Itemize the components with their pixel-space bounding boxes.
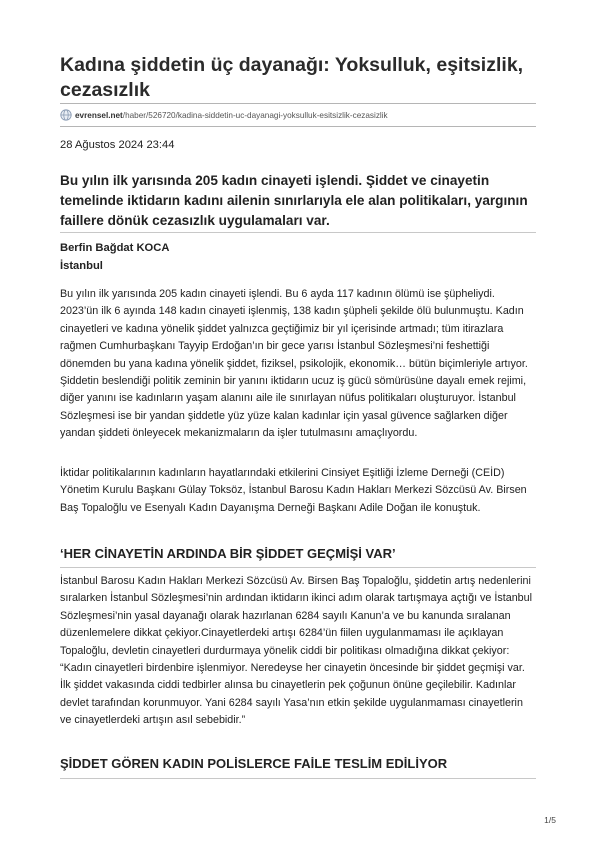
globe-icon	[60, 109, 72, 121]
page-number: 1/5	[544, 815, 556, 825]
author-location: İstanbul	[60, 260, 103, 272]
source-url[interactable]	[60, 103, 536, 127]
section-heading: ‘HER CİNAYETİN ARDINDA BİR ŞİDDET GEÇMİŞİ VAR’	[60, 546, 396, 561]
body-paragraph: İstanbul Barosu Kadın Hakları Merkezi Sözcüsü Av. Birsen Baş Topaloğlu, şiddetin artış nedenlerini sıralarken İstanbul Sözleşmesi’nin ardından iktidarın ikinci adım olarak tartışmaya açtığı ve İstanbul Sözleşmesi’nin yasal dayanağı olarak hazırlanan 6284 sayılı Kanun’a ve bu kanunda sıralanan düzenlemelere dikkat çekiyor.Cinayetlerdeki artışı 6284’ün fiilen uygulanmaması ile açıklayan Topaloğlu, devletin cinayetleri durdurmaya yönelik ciddi bir politikası olmadığına dikkat çekiyor: “Kadın cinayetleri birdenbire işlenmiyor. Neredeyse her cinayetin öncesinde bir şiddet geçmişi var. İlk şiddet vakasında ciddi tedbirler alınsa bu cinayetlerin pek çoğunun önüne geçilebilir. Kadınlar devlet tarafından korunmuyor. Yani 6284 sayılı Yasa’nın etkin şekilde uygulanmaması cinayetlerin ve cinayetlerdeki artışın asıl sebebidir.”	[60, 575, 533, 727]
publish-date: 28 Ağustos 2024 23:44	[60, 139, 175, 151]
divider	[60, 778, 536, 779]
byline	[60, 239, 169, 275]
article-title: Kadına şiddetin üç dayanağı: Yoksulluk, eşitsizlik, cezasızlık	[60, 54, 524, 101]
article-lead: Bu yılın ilk yarısında 205 kadın cinayeti işlendi. Şiddet ve cinayetin temelinde iktidarın kadını ailenin sınırlarıyla ele alan politikaları, yargının faillere dönük cezasızlık uygulamaları var.	[60, 173, 528, 228]
author-name: Berfin Bağdat KOCA	[60, 242, 170, 254]
divider	[60, 232, 536, 233]
body-paragraph: İktidar politikalarının kadınların hayatlarındaki etkilerini Cinsiyet Eşitliği İzleme Derneği (CEİD) Yönetim Kurulu Başkanı Gülay Toksöz, İstanbul Barosu Kadın Hakları Merkezi Sözcüsü Av. Birsen Baş Topaloğlu ve Esenyalı Kadın Dayanışma Derneği Başkanı Adile Doğan ile konuştuk.	[60, 467, 527, 514]
body-paragraph: Bu yılın ilk yarısında 205 kadın cinayeti işlendi. Bu 6 ayda 117 kadının ölümü ise şüpheliydi. 2023’ün ilk 6 ayında 148 kadın cinayeti işlenmiş, 138 kadın şüpheli şekilde ölü bulunmuştu. Kadın cinayetleri ve kadına yönelik şiddet yalnızca geçtiğimiz bir yıl içerisinde artmadı; tüm itirazlara rağmen Cumhurbaşkanı Tayyip Erdoğan’ın bir gece yarısı İstanbul Sözleşmesi’ni feshettiği dönemden bu yana kadına yönelik şiddet, fiziksel, psikolojik, ekonomik… bütün biçimleriyle artıyor. Şiddetin beslendiği politik zeminin bir yanını iktidarın ucuz iş gücü sömürüsüne dayalı emek rejimi, diğer yanını ise kadınların yaşam alanını aile ile sınırlayan nüfus politikaları oluşturuyor. İstanbul Sözleşmesi ise bir yandan şiddetle yüz yüze kalan kadınlar için yasal güvence sağlarken diğer yandan şiddeti önleyecek mekanizmaların da işler tutulmasını amaçlıyordu.	[60, 288, 528, 440]
source-domain: evrensel.net	[75, 110, 123, 120]
divider	[60, 567, 536, 568]
section-heading: ŞİDDET GÖREN KADIN POLİSLERCE FAİLE TESLİM EDİLİYOR	[60, 756, 448, 771]
source-path: /haber/526720/kadina-siddetin-uc-dayanagi-yoksulluk-esitsizlik-cezasizlik	[122, 110, 388, 120]
